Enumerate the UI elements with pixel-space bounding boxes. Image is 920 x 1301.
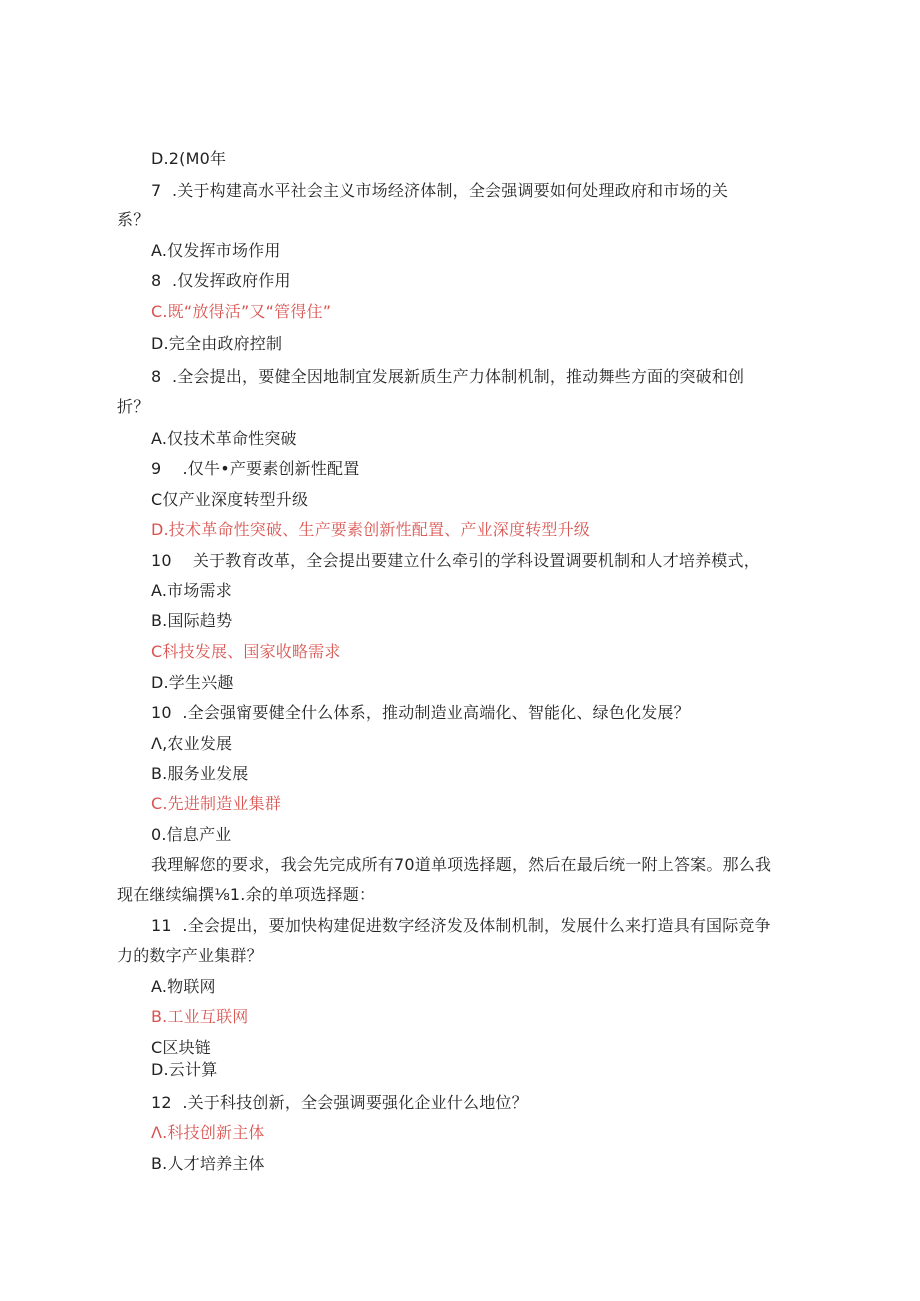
option-a-answer: Λ.科技创新主体 xyxy=(151,1123,265,1142)
question-7: 7 .关于构建高水平社会主义市场经济体制，全会强调要如何处理政府和市场的关 xyxy=(151,181,729,200)
option-d: 0.信息产业 xyxy=(151,825,232,844)
question-7-cont: 系？ xyxy=(117,210,150,229)
question-10: 10 关于教育改革，全会提出要建立什么牵引的学科设置调要机制和人才培养模式， xyxy=(151,551,760,570)
question-8: 8 .全会提出，要健全因地制宜发展新质生产力体制机制，推动舞些方面的突破和创 xyxy=(151,367,745,386)
question-11-cont: 力的数字产业集群？ xyxy=(117,946,263,965)
question-10b: 10 .全会强甯要健全什么体系，推动制造业高端化、智能化、绿色化发展？ xyxy=(151,703,690,722)
option-b: B.国际趋势 xyxy=(151,611,233,630)
option-c-answer: C.先进制造业集群 xyxy=(151,794,282,813)
option-b-answer: B.工业互联网 xyxy=(151,1007,249,1026)
note-paragraph-cont: 现在继续编撰⅛1.余的单项选择题： xyxy=(117,885,376,904)
option-a: A.物联网 xyxy=(151,977,216,996)
option-a: A.市场需求 xyxy=(151,581,232,600)
option-a: Λ,农业发展 xyxy=(151,734,233,753)
option-c: C仅产业深度转型升级 xyxy=(151,490,309,509)
note-paragraph: 我理解您的要求，我会先完成所有70道单项选择题，然后在最后统一附上答案。那么我 xyxy=(151,855,772,874)
option-c: C区块链 xyxy=(151,1038,211,1057)
option-b: B.服务业发展 xyxy=(151,764,249,783)
option-c-answer: C科技发展、国家收略需求 xyxy=(151,642,341,661)
option-b: B.人才培养主体 xyxy=(151,1154,265,1173)
option-d: D.2(M0年 xyxy=(151,149,227,168)
option-a: A.仅发挥市场作用 xyxy=(151,241,281,260)
option-d: D.学生兴趣 xyxy=(151,673,234,692)
option-d: D.云计算 xyxy=(151,1060,218,1079)
question-8-cont: 折？ xyxy=(117,397,150,416)
question-11: 11 .全会提出，要加快构建促进数字经济发及体制机制，发展什么来打造具有国际竞争 xyxy=(151,916,771,935)
option-b: 8 .仅发挥政府作用 xyxy=(151,271,291,290)
option-d-answer: D.技术革命性突破、生产要素创新性配置、产业深度转型升级 xyxy=(151,520,591,539)
option-b: 9 .仅牛•产要素创新性配置 xyxy=(151,459,360,478)
option-d: D.完全由政府控制 xyxy=(151,334,283,353)
option-c-answer: C.既“放得活”又“管得住” xyxy=(151,302,332,321)
question-12: 12 .关于科技创新，全会强调要强化企业什么地位？ xyxy=(151,1093,528,1112)
option-a: A.仅技术革命性突破 xyxy=(151,429,297,448)
